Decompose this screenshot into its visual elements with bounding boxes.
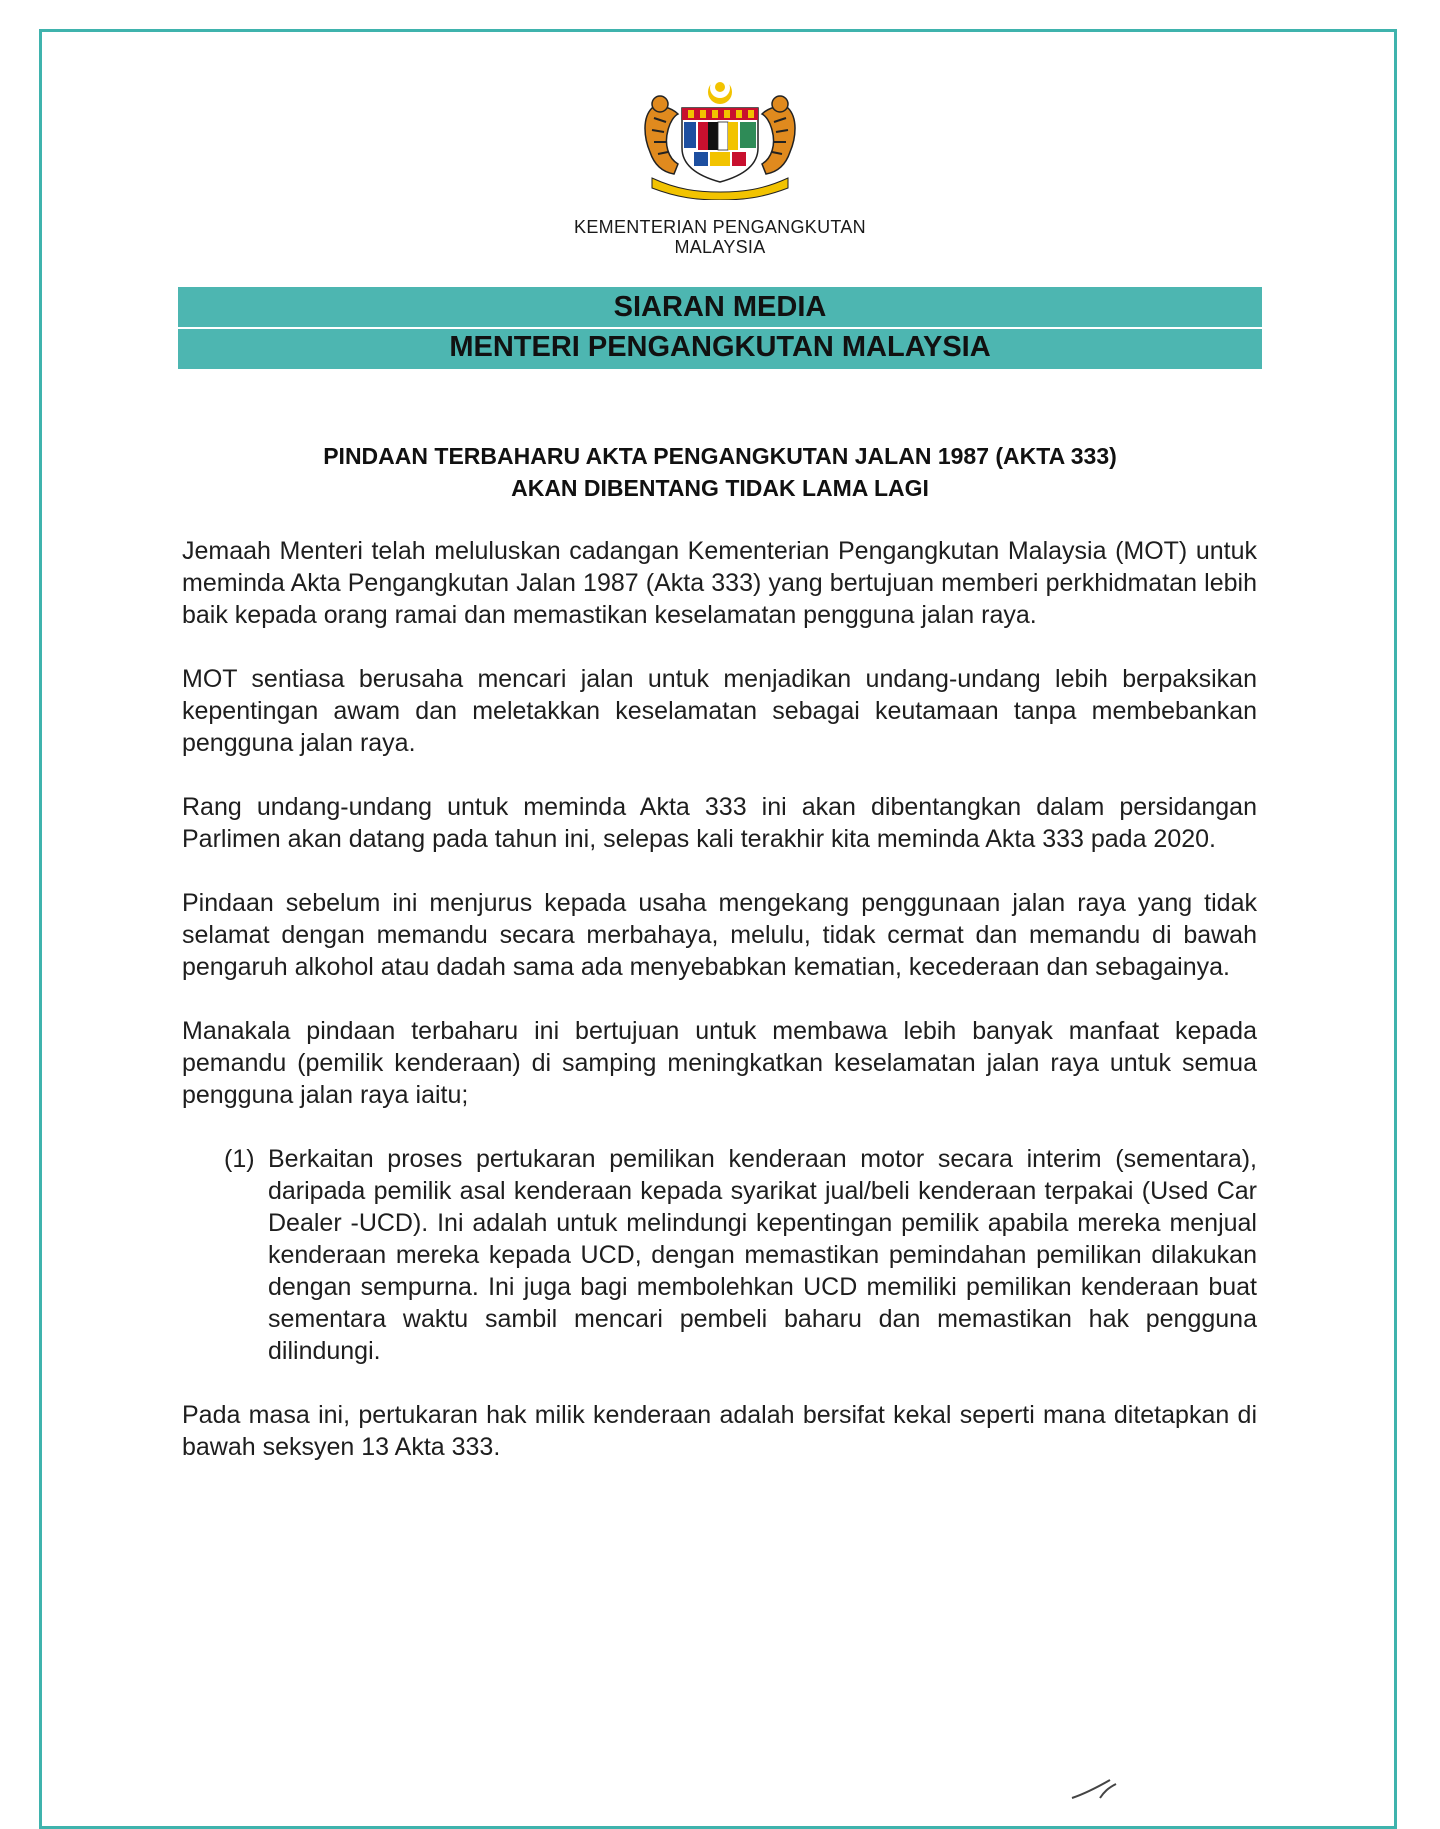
numbered-list-item bbox=[182, 1143, 1257, 1367]
paragraph: Manakala pindaan terbaharu ini bertujuan untuk membawa lebih banyak manfaat kepada pemandu (pemilik kenderaan) di samping meningkatkan keselamatan jalan raya untuk semua pengguna jalan raya iaitu; bbox=[182, 1017, 1257, 1109]
ministry-name bbox=[470, 217, 970, 257]
banner-title: SIARAN MEDIA bbox=[613, 291, 827, 323]
ministry-name-line-2: MALAYSIA bbox=[674, 237, 766, 257]
banner-subtitle: MENTERI PENGANGKUTAN MALAYSIA bbox=[449, 331, 991, 363]
signature-mark bbox=[1070, 1778, 1120, 1799]
malaysia-coat-of-arms-logo bbox=[638, 78, 802, 200]
headline-line-1: PINDAAN TERBAHARU AKTA PENGANGKUTAN JALAN 1987 (AKTA 333) bbox=[323, 443, 1117, 469]
banner-divider bbox=[178, 327, 1262, 329]
headline-line-2: AKAN DIBENTANG TIDAK LAMA LAGI bbox=[511, 475, 929, 501]
paragraph: Jemaah Menteri telah meluluskan cadangan Kementerian Pengangkutan Malaysia (MOT) untuk meminda Akta Pengangkutan Jalan 1987 (Akta 333) yang bertujuan memberi perkhidmatan lebih baik kepada orang ramai dan memastikan keselamatan pengguna jalan raya. bbox=[182, 537, 1257, 629]
list-item-number: (1) bbox=[224, 1145, 255, 1173]
media-release-banner bbox=[178, 287, 1262, 369]
ministry-name-line-1: KEMENTERIAN PENGANGKUTAN bbox=[574, 217, 866, 237]
paragraph: MOT sentiasa berusaha mencari jalan untuk menjadikan undang-undang lebih berpaksikan kepentingan awam dan meletakkan keselamatan sebagai keutamaan tanpa membebankan pengguna jalan raya. bbox=[182, 665, 1257, 757]
press-release-body bbox=[182, 535, 1257, 1495]
closing-paragraph: Pada masa ini, pertukaran hak milik kenderaan adalah bersifat kekal seperti mana ditetapkan di bawah seksyen 13 Akta 333. bbox=[182, 1401, 1257, 1461]
paragraph: Pindaan sebelum ini menjurus kepada usaha mengekang penggunaan jalan raya yang tidak selamat dengan memandu secara merbahaya, melulu, tidak cermat dan memandu di bawah pengaruh alkohol atau dadah sama ada menyebabkan kematian, kecederaan dan sebagainya. bbox=[182, 889, 1257, 981]
press-release-headline bbox=[178, 440, 1262, 504]
list-item-text: Berkaitan proses pertukaran pemilikan kenderaan motor secara interim (sementara), daripada pemilik asal kenderaan kepada syarikat jual/beli kenderaan terpakai (Used Car Dealer -UCD). Ini adalah untuk melindungi kepentingan pemilik apabila mereka menjual kenderaan mereka kepada UCD, dengan memastikan pemindahan pemilikan dilakukan dengan sempurna. Ini juga bagi membolehkan UCD memiliki pemilikan kenderaan buat sementara waktu sambil mencari pembeli baharu dan memastikan hak pengguna dilindungi. bbox=[268, 1145, 1257, 1365]
paragraph: Rang undang-undang untuk meminda Akta 333 ini akan dibentangkan dalam persidangan Parlimen akan datang pada tahun ini, selepas kali terakhir kita meminda Akta 333 pada 2020. bbox=[182, 793, 1257, 853]
